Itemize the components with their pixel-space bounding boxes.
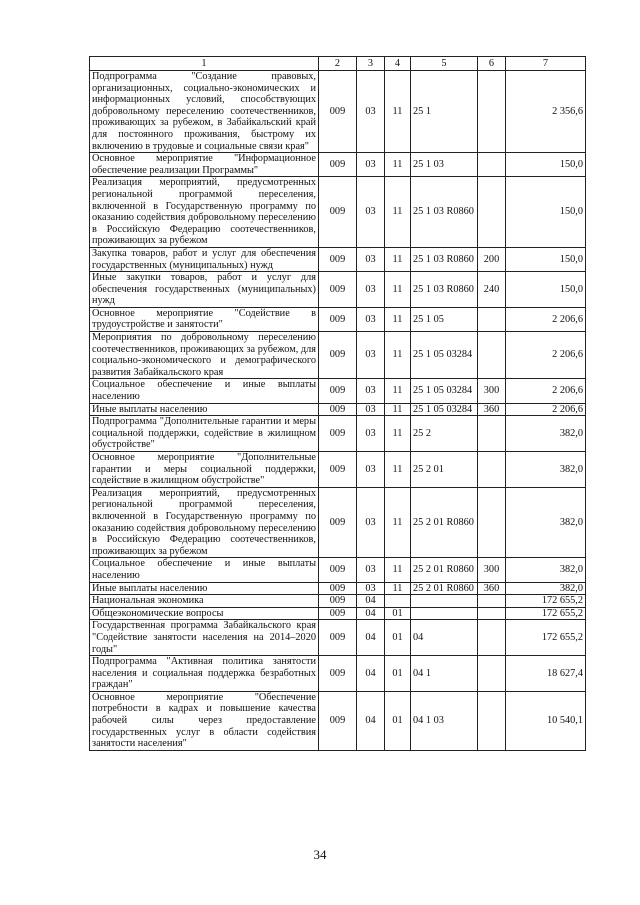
col-header: 5 [411,57,478,71]
table-row [90,691,586,750]
row-name-cell: Подпрограмма "Создание правовых, организационных, социально-экономических и информационных условий, способствующих добровольному переселению соотечественников, проживающих за рубежом, в Забайкальский край для постоянного проживания, быстрому их включению в трудовые и социальные связи края" [90,71,319,153]
ministry-code-cell: 009 [319,153,357,177]
expense-type-cell [478,177,506,248]
amount-cell: 150,0 [506,272,586,308]
section-code-cell: 04 [357,656,385,692]
ministry-code-cell: 009 [319,691,357,750]
row-name-cell: Основное мероприятие "Содействие в трудоустройстве и занятости" [90,307,319,331]
subsection-code-cell: 11 [385,153,411,177]
row-name-cell: Реализация мероприятий, предусмотренных региональной программой переселения, включенной в Государственную программу по оказанию содействия добровольному переселению в Российскую Федерацию соотечественников, проживающих за рубежом [90,177,319,248]
subsection-code-cell: 01 [385,620,411,656]
expense-type-cell [478,656,506,692]
target-article-cell: 25 1 03 R0860 [411,247,478,271]
target-article-cell: 04 1 [411,656,478,692]
row-name-cell: Социальное обеспечение и иные выплаты населению [90,558,319,582]
table-row [90,332,586,379]
section-code-cell: 03 [357,403,385,416]
target-article-cell: 04 1 03 [411,691,478,750]
amount-cell: 150,0 [506,247,586,271]
section-code-cell: 03 [357,379,385,403]
ministry-code-cell: 009 [319,558,357,582]
expense-type-cell [478,452,506,488]
ministry-code-cell: 009 [319,595,357,608]
section-code-cell: 03 [357,332,385,379]
row-name-cell: Общеэкономические вопросы [90,607,319,620]
ministry-code-cell: 009 [319,332,357,379]
amount-cell: 172 655,2 [506,607,586,620]
amount-cell: 2 206,6 [506,307,586,331]
subsection-code-cell: 11 [385,416,411,452]
expense-type-cell: 200 [478,247,506,271]
target-article-cell: 25 1 05 03284 [411,379,478,403]
amount-cell: 2 206,6 [506,332,586,379]
expense-type-cell [478,416,506,452]
target-article-cell: 25 2 01 [411,452,478,488]
subsection-code-cell: 11 [385,332,411,379]
expense-type-cell [478,607,506,620]
table-row [90,177,586,248]
table-row [90,595,586,608]
col-header: 4 [385,57,411,71]
section-code-cell: 03 [357,272,385,308]
table-row [90,558,586,582]
subsection-code-cell: 11 [385,272,411,308]
ministry-code-cell: 009 [319,177,357,248]
col-header: 6 [478,57,506,71]
target-article-cell: 25 1 03 R0860 [411,177,478,248]
target-article-cell: 25 1 [411,71,478,153]
amount-cell: 10 540,1 [506,691,586,750]
ministry-code-cell: 009 [319,416,357,452]
table-row [90,247,586,271]
row-name-cell: Иные выплаты населению [90,403,319,416]
subsection-code-cell: 11 [385,582,411,595]
ministry-code-cell: 009 [319,620,357,656]
table-row [90,307,586,331]
row-name-cell: Иные закупки товаров, работ и услуг для обеспечения государственных (муниципальных) нужд [90,272,319,308]
table-row [90,272,586,308]
expense-type-cell: 240 [478,272,506,308]
table-row [90,487,586,558]
expense-type-cell [478,691,506,750]
expense-type-cell: 360 [478,582,506,595]
expense-type-cell [478,595,506,608]
section-code-cell: 03 [357,487,385,558]
subsection-code-cell [385,595,411,608]
col-header: 3 [357,57,385,71]
expense-type-cell: 300 [478,379,506,403]
ministry-code-cell: 009 [319,403,357,416]
expense-type-cell [478,620,506,656]
table-row [90,71,586,153]
subsection-code-cell: 01 [385,607,411,620]
page-number: 34 [313,847,327,862]
subsection-code-cell: 11 [385,403,411,416]
target-article-cell: 25 2 01 R0860 [411,582,478,595]
table-row [90,416,586,452]
expense-type-cell: 300 [478,558,506,582]
table-row [90,379,586,403]
expense-type-cell [478,307,506,331]
col-header: 1 [90,57,319,71]
row-name-cell: Иные выплаты населению [90,582,319,595]
target-article-cell: 25 1 05 [411,307,478,331]
ministry-code-cell: 009 [319,307,357,331]
target-article-cell [411,607,478,620]
amount-cell: 382,0 [506,487,586,558]
ministry-code-cell: 009 [319,487,357,558]
budget-table [89,56,586,751]
amount-cell: 2 206,6 [506,403,586,416]
amount-cell: 150,0 [506,153,586,177]
subsection-code-cell: 01 [385,691,411,750]
target-article-cell: 25 1 05 03284 [411,403,478,416]
amount-cell: 150,0 [506,177,586,248]
subsection-code-cell: 11 [385,247,411,271]
row-name-cell: Подпрограмма "Активная политика занятости населения и социальная поддержка безработных граждан" [90,656,319,692]
subsection-code-cell: 11 [385,177,411,248]
row-name-cell: Национальная экономика [90,595,319,608]
section-code-cell: 03 [357,416,385,452]
header-row [90,57,586,71]
amount-cell: 2 356,6 [506,71,586,153]
ministry-code-cell: 009 [319,607,357,620]
section-code-cell: 03 [357,177,385,248]
section-code-cell: 04 [357,607,385,620]
col-header: 2 [319,57,357,71]
subsection-code-cell: 11 [385,307,411,331]
subsection-code-cell: 11 [385,487,411,558]
row-name-cell: Реализация мероприятий, предусмотренных региональной программой переселения, включенной в Государственную программу по оказанию содействия добровольному переселению в Российскую Федерацию соотечественников, проживающих за рубежом [90,487,319,558]
target-article-cell: 25 1 03 [411,153,478,177]
target-article-cell: 25 1 03 R0860 [411,272,478,308]
target-article-cell: 25 1 05 03284 [411,332,478,379]
row-name-cell: Подпрограмма "Дополнительные гарантии и меры социальной поддержки, содействие в жилищном обустройстве" [90,416,319,452]
table-row [90,153,586,177]
expense-type-cell: 360 [478,403,506,416]
amount-cell: 18 627,4 [506,656,586,692]
amount-cell: 382,0 [506,582,586,595]
expense-type-cell [478,487,506,558]
ministry-code-cell: 009 [319,247,357,271]
ministry-code-cell: 009 [319,656,357,692]
table-row [90,452,586,488]
target-article-cell: 04 [411,620,478,656]
table-row [90,620,586,656]
section-code-cell: 03 [357,153,385,177]
table-row [90,607,586,620]
ministry-code-cell: 009 [319,582,357,595]
target-article-cell [411,595,478,608]
row-name-cell: Закупка товаров, работ и услуг для обеспечения государственных (муниципальных) нужд [90,247,319,271]
row-name-cell: Государственная программа Забайкальского края "Содействие занятости населения на 2014–2020 годы" [90,620,319,656]
row-name-cell: Основное мероприятие "Дополнительные гарантии и меры социальной поддержки, содействие в жилищном обустройстве" [90,452,319,488]
table-row [90,656,586,692]
subsection-code-cell: 11 [385,379,411,403]
amount-cell: 172 655,2 [506,595,586,608]
target-article-cell: 25 2 01 R0860 [411,487,478,558]
row-name-cell: Социальное обеспечение и иные выплаты населению [90,379,319,403]
table-row [90,403,586,416]
section-code-cell: 03 [357,582,385,595]
ministry-code-cell: 009 [319,379,357,403]
subsection-code-cell: 11 [385,71,411,153]
expense-type-cell [478,153,506,177]
section-code-cell: 04 [357,620,385,656]
amount-cell: 2 206,6 [506,379,586,403]
subsection-code-cell: 11 [385,558,411,582]
section-code-cell: 03 [357,247,385,271]
ministry-code-cell: 009 [319,452,357,488]
col-header: 7 [506,57,586,71]
target-article-cell: 25 2 01 R0860 [411,558,478,582]
subsection-code-cell: 01 [385,656,411,692]
expense-type-cell [478,71,506,153]
ministry-code-cell: 009 [319,71,357,153]
row-name-cell: Мероприятия по добровольному переселению соотечественников, проживающих за рубежом, для социально-экономического и демографического развития Забайкальского края [90,332,319,379]
section-code-cell: 03 [357,452,385,488]
amount-cell: 172 655,2 [506,620,586,656]
section-code-cell: 04 [357,691,385,750]
section-code-cell: 03 [357,71,385,153]
subsection-code-cell: 11 [385,452,411,488]
row-name-cell: Основное мероприятие "Обеспечение потребности в кадрах и повышение качества рабочей силы через предоставление государственных услуг в области содействия занятости населения" [90,691,319,750]
section-code-cell: 03 [357,307,385,331]
amount-cell: 382,0 [506,416,586,452]
amount-cell: 382,0 [506,452,586,488]
amount-cell: 382,0 [506,558,586,582]
table-row [90,582,586,595]
ministry-code-cell: 009 [319,272,357,308]
target-article-cell: 25 2 [411,416,478,452]
row-name-cell: Основное мероприятие "Информационное обеспечение реализации Программы" [90,153,319,177]
section-code-cell: 03 [357,558,385,582]
section-code-cell: 04 [357,595,385,608]
expense-type-cell [478,332,506,379]
